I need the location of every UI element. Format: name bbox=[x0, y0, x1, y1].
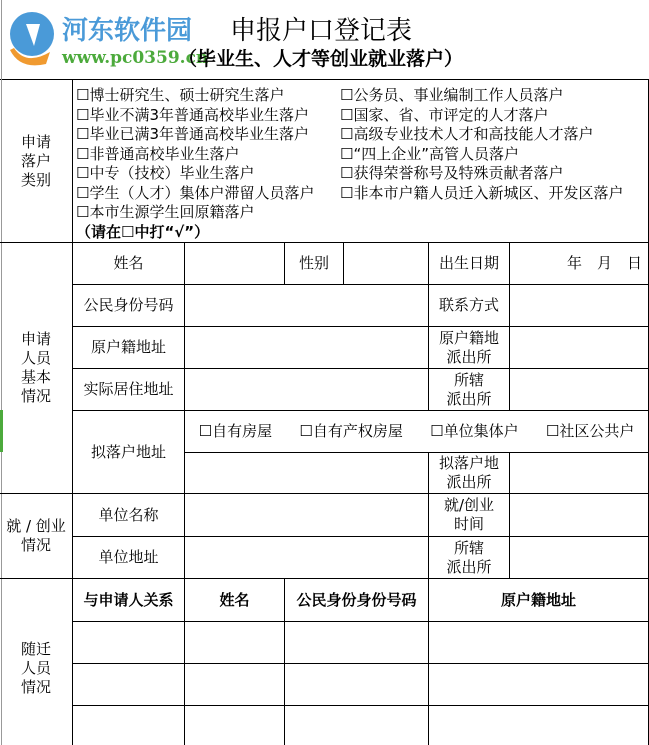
category-hint: （请在☐中打“√”） bbox=[76, 222, 210, 241]
family-cell[interactable] bbox=[429, 622, 649, 664]
family-cell[interactable] bbox=[285, 706, 429, 745]
target-option[interactable]: ☐自有产权房屋 bbox=[299, 422, 403, 440]
page-subtitle: （毕业生、人才等创业就业落户） bbox=[178, 48, 464, 70]
family-cell[interactable] bbox=[285, 622, 429, 664]
actual-addr-field[interactable] bbox=[185, 369, 429, 411]
orig-addr-field[interactable] bbox=[185, 327, 429, 369]
unit-name-label: 单位名称 bbox=[73, 494, 185, 537]
birth-label: 出生日期 bbox=[429, 243, 510, 285]
family-cell[interactable] bbox=[185, 664, 285, 706]
unit-addr-field[interactable] bbox=[185, 537, 429, 579]
category-option[interactable]: ☐高级专业技术人才和高技能人才落户 bbox=[340, 125, 594, 143]
category-option[interactable]: ☐博士研究生、硕士研究生落户 bbox=[76, 86, 285, 104]
family-cell[interactable] bbox=[429, 706, 649, 745]
page-title: 申报户口登记表 bbox=[230, 16, 413, 46]
category-option[interactable]: ☐“四上企业”高管人员落户 bbox=[340, 144, 519, 163]
family-cell[interactable] bbox=[73, 664, 185, 706]
name-label: 姓名 bbox=[73, 243, 185, 285]
category-label: 申请 落户 类别 bbox=[0, 80, 73, 243]
start-time-field[interactable] bbox=[510, 494, 649, 537]
actual-station-label: 所辖 派出所 bbox=[429, 369, 510, 411]
employment-label: 就 / 创业 情况 bbox=[0, 494, 73, 579]
category-option[interactable]: ☐学生（人才）集体户滞留人员落户 bbox=[76, 183, 315, 202]
target-options bbox=[185, 411, 649, 453]
id-label: 公民身份号码 bbox=[73, 285, 185, 327]
category-option[interactable]: ☐国家、省、市评定的人才落户 bbox=[340, 105, 549, 124]
id-field[interactable] bbox=[185, 285, 429, 327]
family-cell[interactable] bbox=[73, 622, 185, 664]
unit-name-field[interactable] bbox=[185, 494, 429, 537]
actual-addr-label: 实际居住地址 bbox=[73, 369, 185, 411]
birth-field[interactable]: 年 月 日 bbox=[510, 243, 649, 285]
family-header-address: 原户籍地址 bbox=[429, 579, 649, 622]
logo-icon bbox=[6, 8, 62, 68]
category-option[interactable]: ☐获得荣誉称号及特殊贡献者落户 bbox=[340, 164, 564, 182]
target-station-field[interactable] bbox=[510, 453, 649, 494]
category-option[interactable]: ☐本市生源学生回原籍落户 bbox=[76, 203, 255, 221]
family-label: 随迁 人员 情况 bbox=[0, 579, 73, 745]
category-option[interactable]: ☐非普通高校毕业生落户 bbox=[76, 144, 240, 163]
family-header-relation: 与申请人关系 bbox=[73, 579, 185, 622]
target-option[interactable]: ☐单位集体户 bbox=[430, 422, 519, 440]
contact-label: 联系方式 bbox=[429, 285, 510, 327]
orig-station-label: 原户籍地 派出所 bbox=[429, 327, 510, 369]
watermark-name: 河东软件园 bbox=[62, 16, 193, 46]
target-addr-field[interactable] bbox=[185, 453, 429, 494]
actual-station-field[interactable] bbox=[510, 369, 649, 411]
unit-station-field[interactable] bbox=[510, 537, 649, 579]
target-addr-label: 拟落户地址 bbox=[73, 411, 185, 494]
target-station-label: 拟落户地 派出所 bbox=[429, 453, 510, 494]
orig-station-field[interactable] bbox=[510, 327, 649, 369]
family-cell[interactable] bbox=[429, 664, 649, 706]
category-option[interactable]: ☐毕业已满3年普通高校毕业生落户 bbox=[76, 125, 309, 143]
gender-field[interactable] bbox=[344, 243, 429, 285]
category-options-left bbox=[76, 86, 314, 242]
target-option[interactable]: ☐自有房屋 bbox=[198, 422, 273, 440]
target-option[interactable]: ☐社区公共户 bbox=[545, 422, 635, 440]
orig-addr-label: 原户籍地址 bbox=[73, 327, 185, 369]
category-option[interactable]: ☐非本市户籍人员迁入新城区、开发区落户 bbox=[340, 183, 624, 202]
family-cell[interactable] bbox=[285, 664, 429, 706]
category-option[interactable]: ☐中专（技校）毕业生落户 bbox=[76, 164, 255, 182]
gender-label: 性别 bbox=[285, 243, 344, 285]
name-field[interactable] bbox=[185, 243, 285, 285]
family-cell[interactable] bbox=[185, 622, 285, 664]
start-time-label: 就/创业 时间 bbox=[429, 494, 510, 537]
unit-addr-label: 单位地址 bbox=[73, 537, 185, 579]
category-options-right bbox=[340, 86, 623, 203]
unit-station-label: 所辖 派出所 bbox=[429, 537, 510, 579]
watermark-url: www.pc0359.cn bbox=[62, 48, 209, 68]
contact-field[interactable] bbox=[510, 285, 649, 327]
family-header-id: 公民身份身份号码 bbox=[285, 579, 429, 622]
family-header-name: 姓名 bbox=[185, 579, 285, 622]
category-option[interactable]: ☐毕业不满3年普通高校毕业生落户 bbox=[76, 105, 309, 124]
applicant-label: 申请 人员 基本 情况 bbox=[0, 243, 73, 494]
family-cell[interactable] bbox=[73, 706, 185, 745]
category-option[interactable]: ☐公务员、事业编制工作人员落户 bbox=[340, 86, 564, 104]
family-cell[interactable] bbox=[185, 706, 285, 745]
